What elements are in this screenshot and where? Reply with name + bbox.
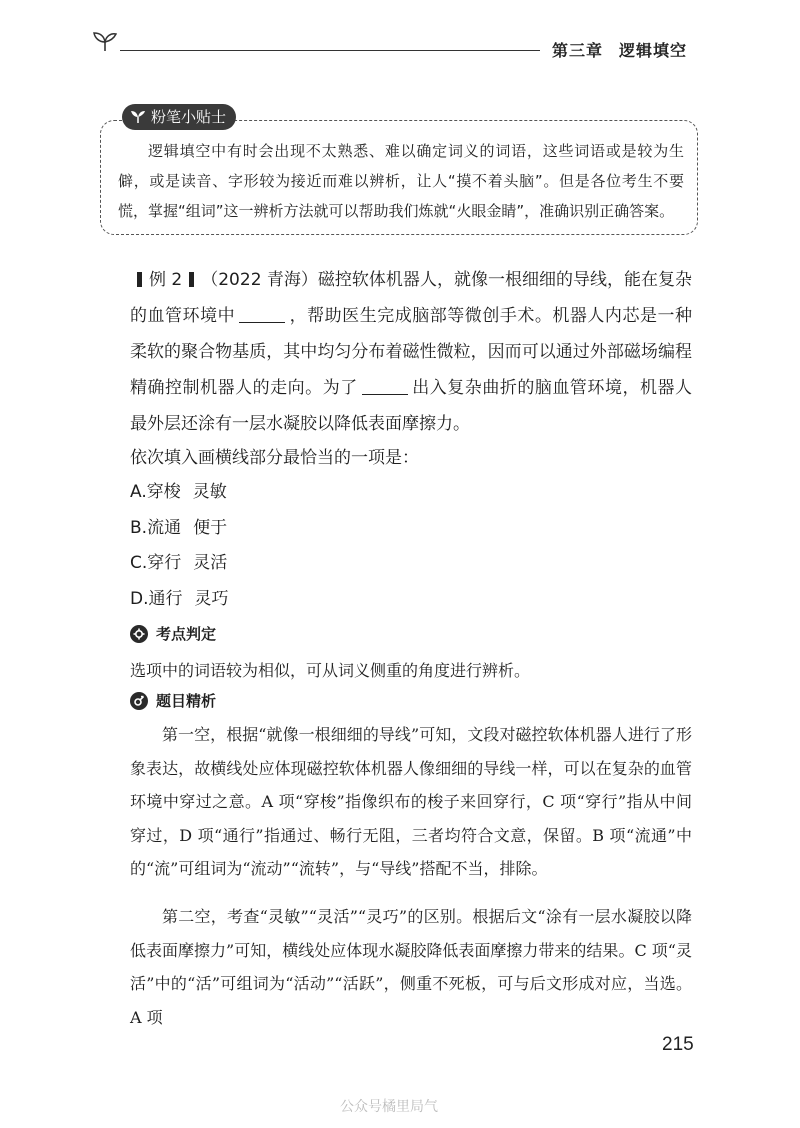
label-bar-left [137, 272, 142, 287]
sprout-icon [90, 30, 120, 52]
label-bar-right [189, 272, 194, 287]
tips-text: 逻辑填空中有时会出现不太熟悉、难以确定词义的词语，这些词语或是较为生僻，或是读音、字形较为接近而难以辨析，让人“摸不着头脑”。但是各位考生不要慌，掌握“组词”这一辨析方法就可以帮助我们炼就“火眼金睛”，准确识别正确答案。 [118, 142, 684, 220]
option-word-1: 通行 [148, 589, 183, 609]
analysis-title: 题目精析 [156, 692, 217, 710]
header-rule [120, 50, 540, 51]
option-word-2: 便于 [193, 518, 228, 538]
sprout-badge-icon [130, 110, 146, 124]
option-word-1: 穿行 [147, 553, 182, 573]
option-c [130, 549, 227, 577]
exam-point-text: 选项中的词语较为相似，可从词义侧重的角度进行辨析。 [130, 661, 531, 680]
option-key: D. [130, 589, 149, 609]
question-prompt: 依次填入画横线部分最恰当的一项是： [130, 448, 419, 468]
option-word-1: 穿梭 [146, 482, 181, 502]
question-source: （2022 青海） [201, 270, 318, 290]
analysis-paragraph-2: 第二空，考查“灵敏”“灵活”“灵巧”的区别。根据后文“涂有一层水凝胶以降低表面摩擦力”可知，横线处应体现水凝胶降低表面摩擦力带来的结果。C 项“灵活”中的“活”可组词为“活动”“活跃”，侧重不死板，可与后文形成对应，当选。A 项 [130, 907, 692, 1027]
tips-title: 粉笔小贴士 [151, 108, 227, 126]
option-key: C. [130, 553, 148, 573]
chapter-number: 第三章 [552, 41, 604, 60]
example-label: 例 2 [149, 270, 183, 290]
question-paragraph [130, 262, 692, 442]
option-key: B. [130, 518, 148, 538]
option-b [130, 514, 227, 542]
option-d [130, 585, 229, 613]
analysis-heading [130, 690, 216, 712]
question-text-1: 磁控软体机器人，就像一根细细的导线，能在复杂的血管环境中 [130, 270, 692, 326]
option-a [130, 478, 227, 506]
answer-blank-1 [239, 306, 285, 323]
chapter-heading [552, 38, 687, 61]
question-text-2: ，帮助医生完成脑部等微创手术。机器人内芯是一种柔软的聚合物基质，其中均匀分布着磁性微粒，因而可以通过外部磁场编程精确控制机器人的走向。为了 [130, 306, 693, 398]
tips-badge [122, 104, 236, 130]
option-key: A. [130, 482, 147, 502]
exam-point-heading [130, 623, 216, 645]
analysis-paragraph-1: 第一空，根据“就像一根细细的导线”可知，文段对磁控软体机器人进行了形象表达，故横线处应体现磁控软体机器人像细细的导线一样，可以在复杂的血管环境中穿过之意。A 项“穿梭”指像织布的梭子来回穿行，C 项“穿行”指从中间穿过，D 项“通行”指通过、畅行无阻，三者均符合文意，保留。B 项“流通”中的“流”可组词为“流动”“流转”，与“导线”搭配不当，排除。 [130, 725, 692, 878]
option-word-2: 灵敏 [192, 482, 227, 502]
option-word-2: 灵活 [193, 553, 228, 573]
option-word-2: 灵巧 [194, 589, 229, 609]
answer-blank-2 [362, 378, 408, 395]
analysis-icon [130, 692, 148, 710]
gear-icon [130, 625, 148, 643]
exam-point-title: 考点判定 [156, 625, 217, 643]
chapter-title: 逻辑填空 [619, 41, 688, 60]
page-number: 215 [662, 1034, 694, 1055]
option-word-1: 流通 [147, 518, 182, 538]
question-text-3: 出入复杂曲折的脑血管环境，机器人最外层还涂有一层水凝胶以降低表面摩擦力。 [130, 378, 693, 434]
watermark: 公众号橘里局气 [340, 1099, 438, 1115]
